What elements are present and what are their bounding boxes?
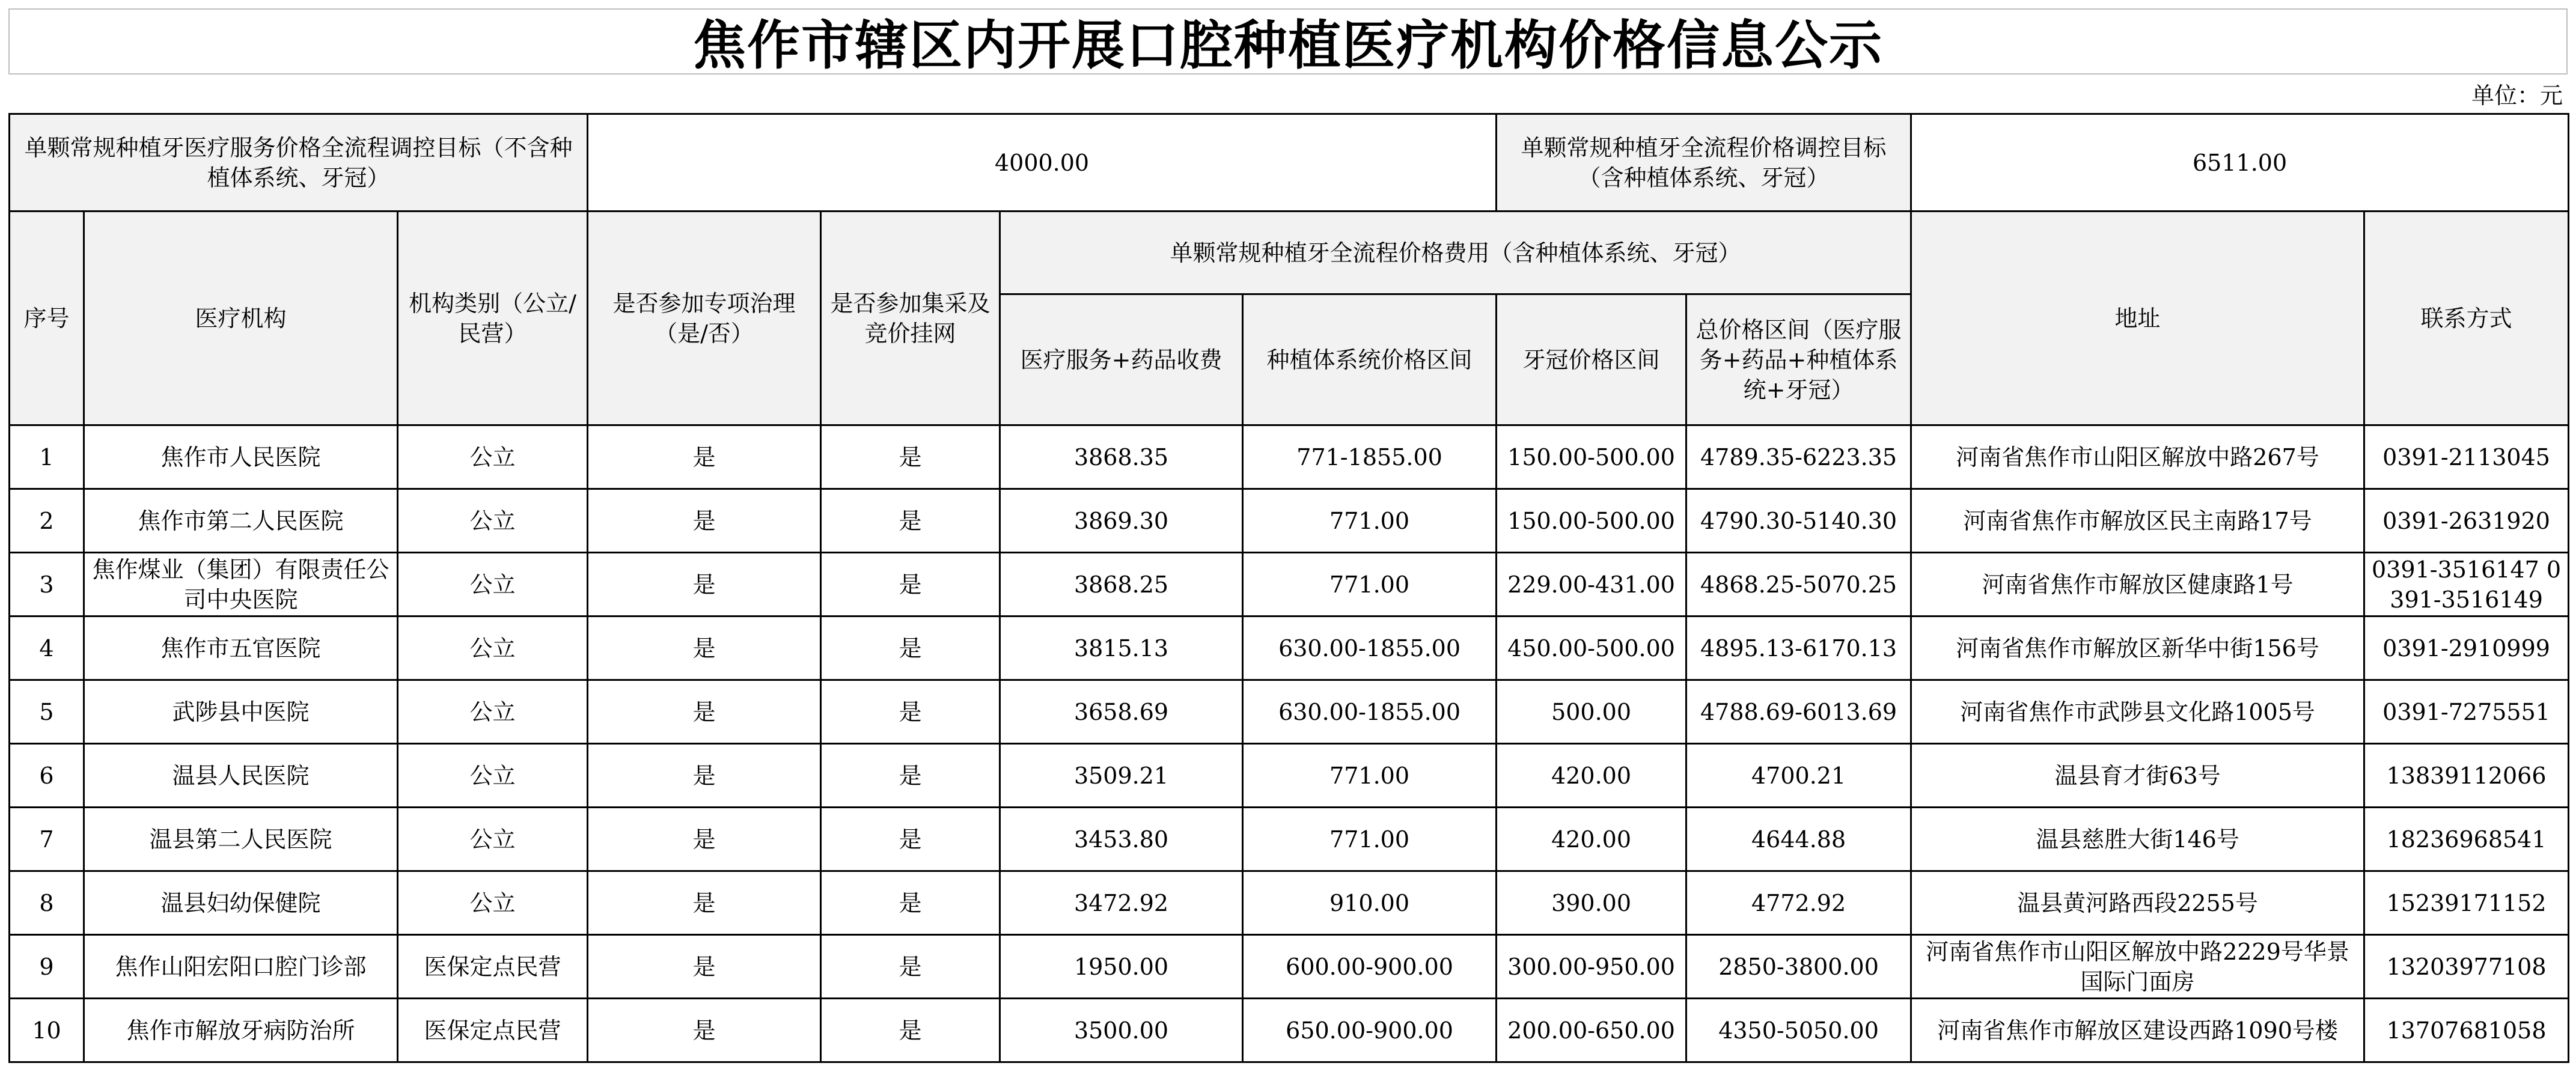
contact: 15239171152 — [2364, 871, 2569, 935]
crown-price-range: 150.00-500.00 — [1497, 489, 1686, 553]
special-governance: 是 — [588, 617, 821, 680]
institution-category: 公立 — [398, 489, 588, 553]
header-service-fee: 医疗服务+药品收费 — [1000, 294, 1243, 425]
special-governance: 是 — [588, 871, 821, 935]
table-row — [10, 935, 2569, 999]
institution-category: 公立 — [398, 871, 588, 935]
institution-name: 武陟县中医院 — [84, 680, 398, 744]
implant-price-range: 910.00 — [1243, 871, 1497, 935]
contact: 0391-2631920 — [2364, 489, 2569, 553]
contact: 13203977108 — [2364, 935, 2569, 999]
contact: 0391-7275551 — [2364, 680, 2569, 744]
header-category: 机构类别（公立/民营） — [398, 212, 588, 425]
special-governance: 是 — [588, 553, 821, 617]
institution-name: 焦作山阳宏阳口腔门诊部 — [84, 935, 398, 999]
contact: 18236968541 — [2364, 808, 2569, 871]
crown-price-range: 150.00-500.00 — [1497, 425, 1686, 489]
service-fee: 1950.00 — [1000, 935, 1243, 999]
total-price-range: 4350-5050.00 — [1686, 999, 1911, 1062]
total-price-range: 4700.21 — [1686, 744, 1911, 808]
header-procurement: 是否参加集采及竞价挂网 — [821, 212, 1000, 425]
header-crown-range: 牙冠价格区间 — [1497, 294, 1686, 425]
header-row-1 — [10, 212, 2569, 294]
contact: 0391-2910999 — [2364, 617, 2569, 680]
unit-label: 单位：元 — [2471, 82, 2563, 109]
service-fee: 3868.35 — [1000, 425, 1243, 489]
total-price-range: 4788.69-6013.69 — [1686, 680, 1911, 744]
total-target-label: 单颗常规种植牙全流程价格调控目标（含种植体系统、牙冠） — [1497, 114, 1911, 212]
header-special: 是否参加专项治理（是/否） — [588, 212, 821, 425]
institution-category: 公立 — [398, 808, 588, 871]
institution-name: 焦作市解放牙病防治所 — [84, 999, 398, 1062]
contact: 0391-2113045 — [2364, 425, 2569, 489]
procurement-participation: 是 — [821, 935, 1000, 999]
institution-name: 焦作市五官医院 — [84, 617, 398, 680]
crown-price-range: 420.00 — [1497, 744, 1686, 808]
header-index: 序号 — [10, 212, 84, 425]
table-row — [10, 680, 2569, 744]
special-governance: 是 — [588, 999, 821, 1062]
address: 河南省焦作市解放区健康路1号 — [1911, 553, 2364, 617]
address: 河南省焦作市山阳区解放中路267号 — [1911, 425, 2364, 489]
row-index: 2 — [10, 489, 84, 553]
procurement-participation: 是 — [821, 808, 1000, 871]
institution-name: 焦作煤业（集团）有限责任公司中央医院 — [84, 553, 398, 617]
service-fee: 3868.25 — [1000, 553, 1243, 617]
row-index: 4 — [10, 617, 84, 680]
row-index: 6 — [10, 744, 84, 808]
institution-category: 公立 — [398, 744, 588, 808]
table-row — [10, 553, 2569, 617]
header-implant-range: 种植体系统价格区间 — [1243, 294, 1497, 425]
special-governance: 是 — [588, 808, 821, 871]
crown-price-range: 390.00 — [1497, 871, 1686, 935]
contact: 13707681058 — [2364, 999, 2569, 1062]
implant-price-range: 771.00 — [1243, 808, 1497, 871]
institution-name: 焦作市人民医院 — [84, 425, 398, 489]
institution-category: 公立 — [398, 617, 588, 680]
address: 河南省焦作市武陟县文化路1005号 — [1911, 680, 2364, 744]
row-index: 10 — [10, 999, 84, 1062]
service-fee: 3815.13 — [1000, 617, 1243, 680]
contact: 0391-3516147 0391-3516149 — [2364, 553, 2569, 617]
header-contact: 联系方式 — [2364, 212, 2569, 425]
procurement-participation: 是 — [821, 871, 1000, 935]
row-index: 5 — [10, 680, 84, 744]
row-index: 3 — [10, 553, 84, 617]
institution-name: 温县人民医院 — [84, 744, 398, 808]
crown-price-range: 300.00-950.00 — [1497, 935, 1686, 999]
address: 温县育才街63号 — [1911, 744, 2364, 808]
special-governance: 是 — [588, 935, 821, 999]
institution-category: 公立 — [398, 425, 588, 489]
crown-price-range: 200.00-650.00 — [1497, 999, 1686, 1062]
procurement-participation: 是 — [821, 425, 1000, 489]
implant-price-range: 771.00 — [1243, 744, 1497, 808]
total-price-range: 4789.35-6223.35 — [1686, 425, 1911, 489]
implant-price-range: 771.00 — [1243, 553, 1497, 617]
total-price-range: 4895.13-6170.13 — [1686, 617, 1911, 680]
special-governance: 是 — [588, 489, 821, 553]
table-row — [10, 999, 2569, 1062]
total-price-range: 4644.88 — [1686, 808, 1911, 871]
contact: 13839112066 — [2364, 744, 2569, 808]
institution-name: 温县妇幼保健院 — [84, 871, 398, 935]
table-row — [10, 744, 2569, 808]
header-institution: 医疗机构 — [84, 212, 398, 425]
implant-price-range: 771-1855.00 — [1243, 425, 1497, 489]
total-target-value: 6511.00 — [1911, 114, 2569, 212]
service-target-label: 单颗常规种植牙医疗服务价格全流程调控目标（不含种植体系统、牙冠） — [10, 114, 588, 212]
row-index: 7 — [10, 808, 84, 871]
special-governance: 是 — [588, 744, 821, 808]
crown-price-range: 420.00 — [1497, 808, 1686, 871]
institution-name: 温县第二人民医院 — [84, 808, 398, 871]
total-price-range: 4868.25-5070.25 — [1686, 553, 1911, 617]
service-fee: 3869.30 — [1000, 489, 1243, 553]
price-table — [8, 113, 2569, 1063]
service-target-value: 4000.00 — [588, 114, 1497, 212]
service-fee: 3453.80 — [1000, 808, 1243, 871]
institution-category: 公立 — [398, 553, 588, 617]
service-fee: 3500.00 — [1000, 999, 1243, 1062]
crown-price-range: 450.00-500.00 — [1497, 617, 1686, 680]
table-row — [10, 425, 2569, 489]
crown-price-range: 500.00 — [1497, 680, 1686, 744]
address: 河南省焦作市解放区民主南路17号 — [1911, 489, 2364, 553]
implant-price-range: 630.00-1855.00 — [1243, 680, 1497, 744]
service-fee: 3509.21 — [1000, 744, 1243, 808]
institution-name: 焦作市第二人民医院 — [84, 489, 398, 553]
page-title: 焦作市辖区内开展口腔种植医疗机构价格信息公示 — [8, 8, 2568, 75]
total-price-range: 2850-3800.00 — [1686, 935, 1911, 999]
total-price-range: 4790.30-5140.30 — [1686, 489, 1911, 553]
implant-price-range: 650.00-900.00 — [1243, 999, 1497, 1062]
institution-category: 医保定点民营 — [398, 999, 588, 1062]
address: 河南省焦作市解放区建设西路1090号楼 — [1911, 999, 2364, 1062]
service-fee: 3472.92 — [1000, 871, 1243, 935]
procurement-participation: 是 — [821, 553, 1000, 617]
row-index: 1 — [10, 425, 84, 489]
address: 温县黄河路西段2255号 — [1911, 871, 2364, 935]
special-governance: 是 — [588, 680, 821, 744]
institution-category: 公立 — [398, 680, 588, 744]
procurement-participation: 是 — [821, 489, 1000, 553]
crown-price-range: 229.00-431.00 — [1497, 553, 1686, 617]
table-row — [10, 808, 2569, 871]
total-price-range: 4772.92 — [1686, 871, 1911, 935]
table-row — [10, 617, 2569, 680]
implant-price-range: 771.00 — [1243, 489, 1497, 553]
header-group: 单颗常规种植牙全流程价格费用（含种植体系统、牙冠） — [1000, 212, 1911, 294]
address: 河南省焦作市山阳区解放中路2229号华景国际门面房 — [1911, 935, 2364, 999]
targets-row — [10, 114, 2569, 212]
header-total-range: 总价格区间（医疗服务+药品+种植体系统+牙冠） — [1686, 294, 1911, 425]
procurement-participation: 是 — [821, 744, 1000, 808]
address: 河南省焦作市解放区新华中街156号 — [1911, 617, 2364, 680]
table-row — [10, 489, 2569, 553]
table-row — [10, 871, 2569, 935]
special-governance: 是 — [588, 425, 821, 489]
row-index: 9 — [10, 935, 84, 999]
header-address: 地址 — [1911, 212, 2364, 425]
address: 温县慈胜大街146号 — [1911, 808, 2364, 871]
implant-price-range: 630.00-1855.00 — [1243, 617, 1497, 680]
procurement-participation: 是 — [821, 617, 1000, 680]
institution-category: 医保定点民营 — [398, 935, 588, 999]
procurement-participation: 是 — [821, 680, 1000, 744]
implant-price-range: 600.00-900.00 — [1243, 935, 1497, 999]
row-index: 8 — [10, 871, 84, 935]
procurement-participation: 是 — [821, 999, 1000, 1062]
service-fee: 3658.69 — [1000, 680, 1243, 744]
